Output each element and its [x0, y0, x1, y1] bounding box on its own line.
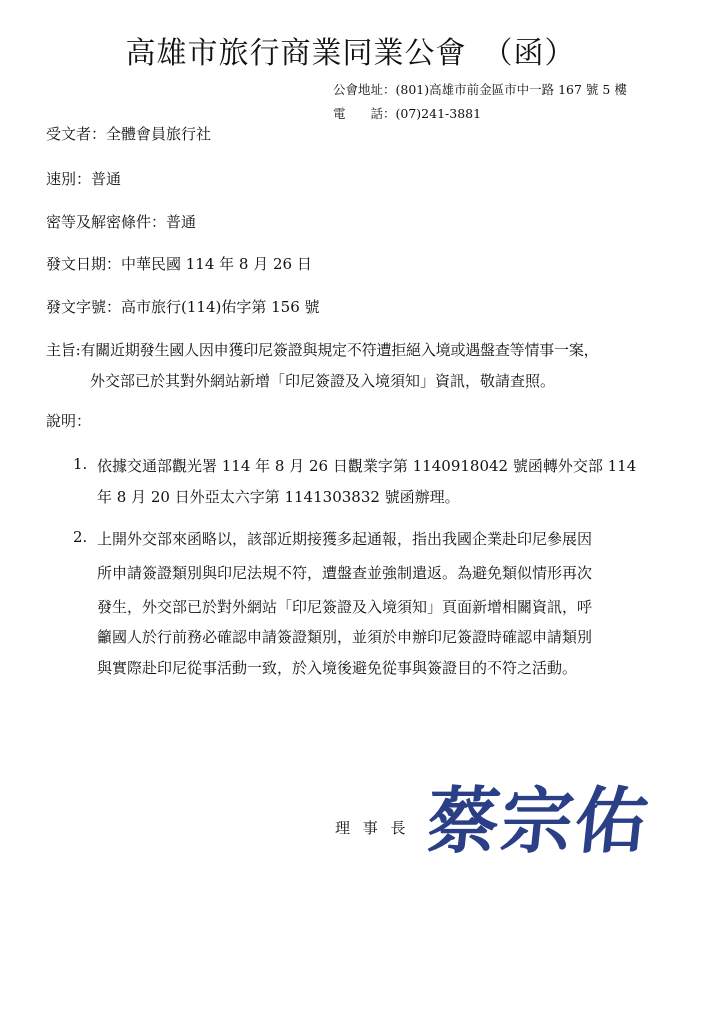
subject-line-2: 外交部已於其對外網站新增「印尼簽證及入境須知」資訊，敬請查照。 — [90, 372, 556, 390]
item-2-line-5: 與實際赴印尼從事活動一致，於入境後避免從事與簽證目的不符之活動。 — [97, 659, 578, 677]
chairman-signature: 蔡宗佑 — [422, 778, 654, 863]
letter-title: 高雄市旅行商業同業公會 （函） — [125, 36, 576, 71]
item-2-number: 2. — [73, 528, 88, 546]
explanation-heading: 說明： — [46, 412, 92, 430]
association-address: 公會地址：(801)高雄市前金區市中一路 167 號 5 樓 — [333, 82, 627, 97]
doc-number-field: 發文字號：高市旅行(114)佑字第 156 號 — [46, 298, 320, 316]
speed-field: 速別：普通 — [46, 170, 122, 188]
item-2-line-1: 上開外交部來函略以，該部近期接獲多起通報，指出我國企業赴印尼參展因 — [97, 530, 593, 548]
recipient-field: 受文者：全體會員旅行社 — [46, 125, 212, 143]
item-2-line-2: 所申請簽證類別與印尼法規不符，遭盤查並強制遣返。為避免類似情形再次 — [97, 564, 593, 582]
item-2-line-4: 籲國人於行前務必確認申請簽證類別，並須於申辦印尼簽證時確認申請類別 — [97, 628, 593, 646]
subject-line-1: 主旨:有關近期發生國人因申獲印尼簽證與規定不符遭拒絕入境或遇盤查等情事一案， — [46, 341, 599, 359]
association-phone: 電 話：(07)241-3881 — [333, 106, 482, 121]
item-1-line-1: 依據交通部觀光署 114 年 8 月 26 日觀業字第 1140918042 號函轉外交部 114 — [97, 457, 637, 475]
item-1-line-2: 年 8 月 20 日外亞太六字第 1141303832 號函辦理。 — [97, 488, 460, 506]
date-field: 發文日期：中華民國 114 年 8 月 26 日 — [46, 255, 312, 273]
item-1-number: 1. — [73, 455, 88, 473]
security-field: 密等及解密條件：普通 — [46, 213, 197, 231]
item-2-line-3: 發生，外交部已於對外網站「印尼簽證及入境須知」頁面新增相關資訊，呼 — [97, 598, 593, 616]
chairman-label: 理 事 長 — [335, 819, 410, 837]
